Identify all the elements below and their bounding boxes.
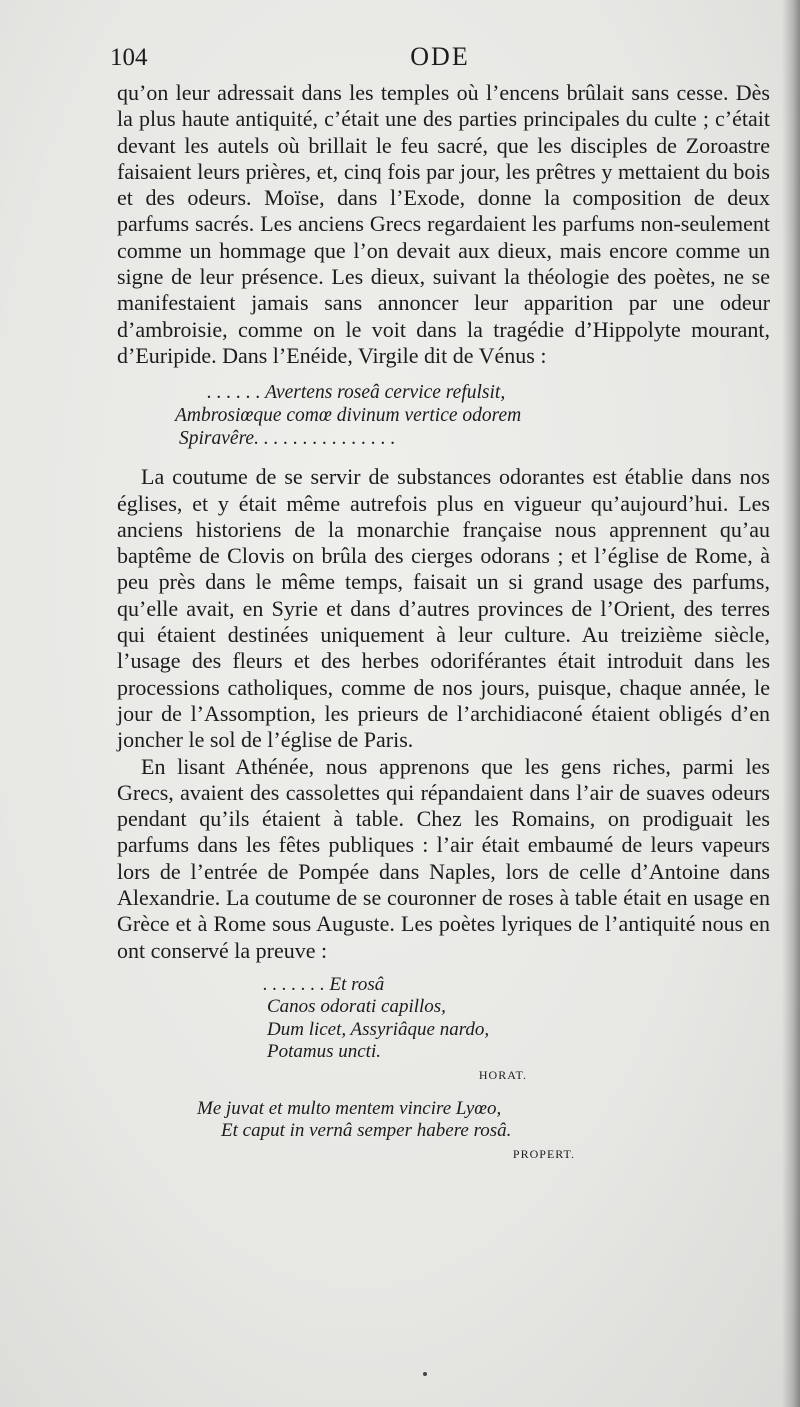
verse-line: Potamus uncti. xyxy=(267,1041,381,1063)
page-number: 104 xyxy=(110,44,148,71)
running-title: ODE xyxy=(410,42,470,71)
paragraph-churches: La coutume de se servir de substances odorantes est établie dans nos églises, et y était même autrefois plus en vigueur qu’aujourd’hui. Les anciens historiens de la monarchie française nous apprennent qu’au baptême de Clovis on brûla des cierges odorans ; et l’église de Rome, à peu près dans le même temps, faisait un si grand usage des parfums, qu’elle avait, en Syrie et dans d’autres provinces de l’Orient, des terres qui étaient destinées uniquement à leur culture. Au treizième siècle, l’usage des fleurs et des herbes odoriférantes était introduit dans les processions catholiques, comme de nos jours, puisque, chaque année, le jour de l’Assomption, les prieurs de l’archidiaconé étaient obligés d’en joncher le sol de l’église de Paris. xyxy=(117,464,770,753)
verse-quote-virgil xyxy=(117,381,770,450)
page-gutter-shadow xyxy=(782,0,800,1407)
verse-line: Spiravêre. . . . . . . . . . . . . . . xyxy=(179,428,396,450)
verse-line: Dum licet, Assyriâque nardo, xyxy=(267,1018,490,1040)
verse-quote-propertius xyxy=(117,1098,770,1163)
paragraph-athenaeus: En lisant Athénée, nous apprenons que les gens riches, parmi les Grecs, avaient des cassolettes qui répandaient dans l’air de suaves odeurs pendant qu’ils étaient à table. Chez les Romains, on prodiguait les parfums dans les fêtes publiques : l’air était embaumé de leurs vapeurs lors de l’entrée de Pompée dans Naples, lors de celle d’Antoine dans Alexandrie. La coutume de se couronner de roses à table était en usage en Grèce et à Rome sous Auguste. Les poètes lyriques de l’antiquité nous en ont conservé la preuve : xyxy=(117,753,770,963)
verse-line: . . . . . . Avertens roseâ cervice refulsit, xyxy=(207,382,506,404)
verse-line: Canos odorati capillos, xyxy=(267,996,446,1018)
page-header xyxy=(110,42,770,76)
verse-line: Et caput in vernâ semper habere rosâ. xyxy=(221,1120,512,1142)
quote-author-propertius: PROPERT. xyxy=(512,1146,575,1161)
verse-line: . . . . . . . Et rosâ xyxy=(263,973,385,995)
verse-line: Ambrosiœque comœ divinum vertice odorem xyxy=(175,405,522,427)
verse-quote-horace xyxy=(117,974,770,1084)
quote-author-horace: HORAT. xyxy=(478,1067,527,1082)
paragraph-incense: qu’on leur adressait dans les temples où l’encens brûlait sans cesse. Dès la plus haute antiquité, c’était une des parties principales du culte ; c’était devant les autels où brillait le feu sacré, que les disciples de Zoroastre faisaient leurs prières, et, cinq fois par jour, les prêtres y mettaient du bois et des odeurs. Moïse, dans l’Exode, donne la composition de deux parfums sacrés. Les anciens Grecs regardaient les parfums non-seulement comme un hommage que l’on devait aux dieux, mais encore comme un signe de leur présence. Les dieux, suivant la théologie des poètes, ne se manifestaient jamais sans annoncer leur apparition par une odeur d’ambroisie, comme on le voit dans la tragédie d’Hippolyte mourant, d’Euripide. Dans l’Enéide, Virgile dit de Vénus : xyxy=(117,80,770,368)
verse-line: Me juvat et multo mentem vincire Lyœo, xyxy=(197,1097,502,1119)
page-body xyxy=(117,80,770,1163)
ink-speck xyxy=(423,1372,427,1376)
